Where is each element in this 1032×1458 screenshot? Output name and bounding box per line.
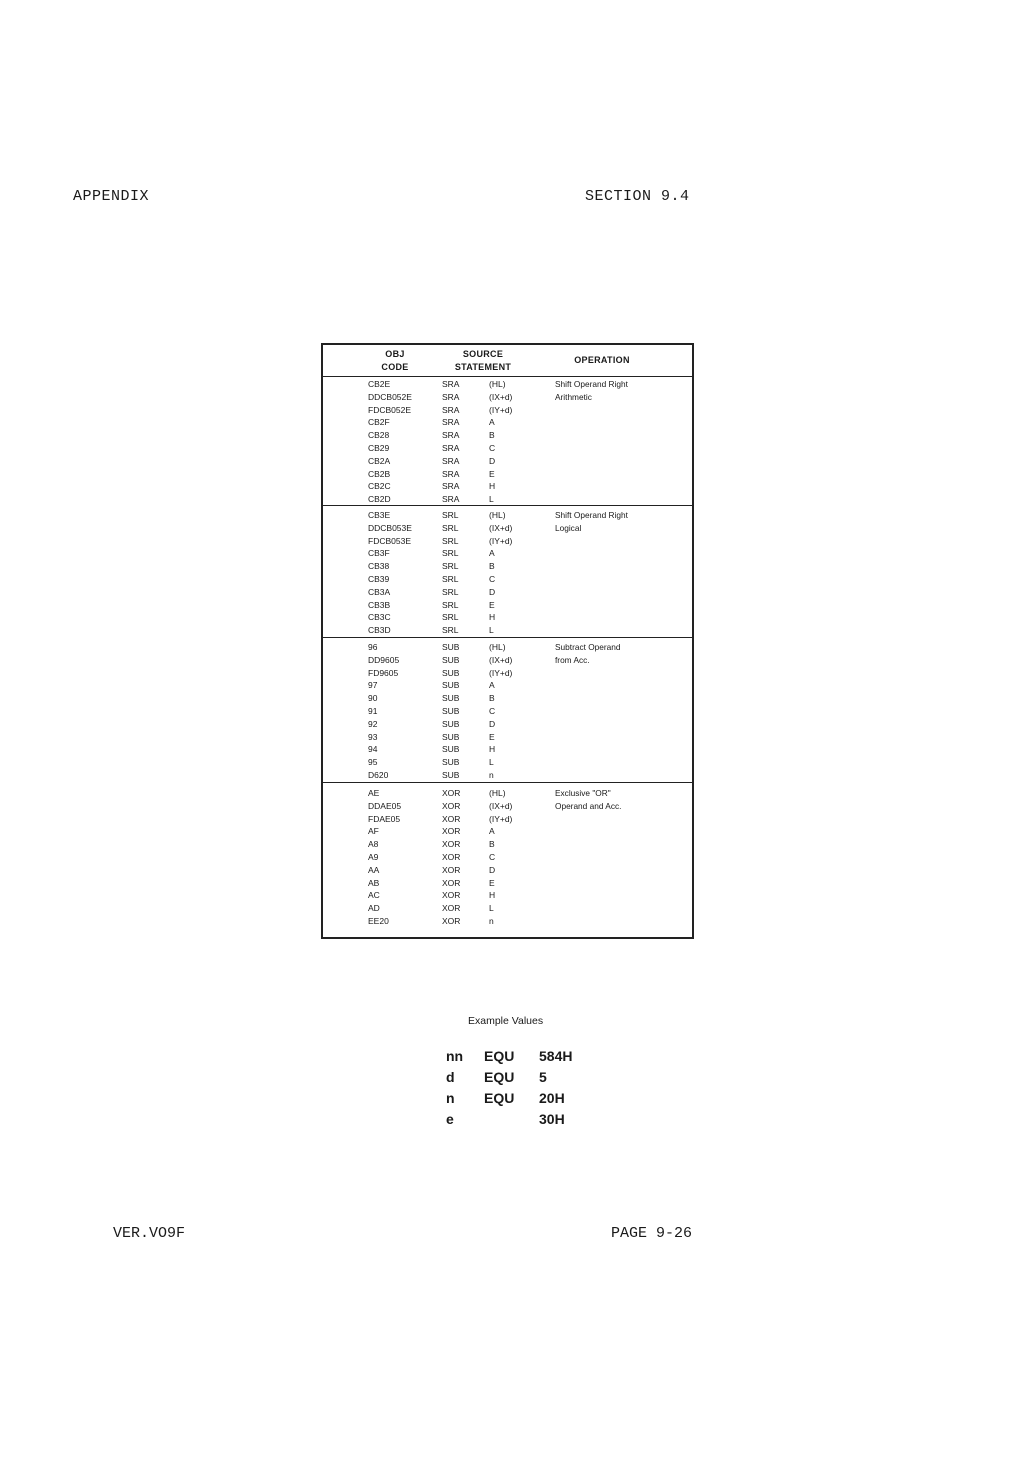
obj-code: FDCB052E <box>368 404 411 415</box>
obj-code: 94 <box>368 744 378 755</box>
header-operation: OPERATION <box>574 355 630 365</box>
obj-code: CB2E <box>368 379 391 389</box>
table-row <box>323 560 692 573</box>
obj-code: AE <box>368 788 380 798</box>
table-row <box>323 838 692 851</box>
operation-description: Operand and Acc. <box>555 800 622 811</box>
table-row <box>323 667 692 680</box>
obj-code: FDAE05 <box>368 813 401 824</box>
operand: C <box>489 851 496 862</box>
table-row <box>323 769 692 782</box>
table-row <box>323 889 692 902</box>
example-value: 5 <box>539 1069 547 1085</box>
mnemonic: SUB <box>442 731 460 742</box>
mnemonic: XOR <box>442 813 461 824</box>
mnemonic: SRL <box>442 599 459 610</box>
operand: D <box>489 586 496 597</box>
mnemonic: SRL <box>442 612 459 623</box>
obj-code: AB <box>368 877 380 888</box>
mnemonic: SRA <box>442 481 460 492</box>
table-row <box>323 679 692 692</box>
obj-code: CB2C <box>368 481 391 492</box>
example-symbol: e <box>446 1111 454 1127</box>
mnemonic: XOR <box>442 800 461 811</box>
mnemonic: SRA <box>442 442 460 453</box>
header-obj-line1: OBJ <box>385 349 405 359</box>
operation-description: Arithmetic <box>555 391 592 402</box>
table-row <box>323 429 692 442</box>
obj-code: AC <box>368 890 380 901</box>
operand: L <box>489 494 494 505</box>
mnemonic: SUB <box>442 757 460 768</box>
mnemonic: SRA <box>442 379 460 389</box>
header-obj-code <box>367 348 423 374</box>
table-row <box>323 877 692 890</box>
obj-code: 92 <box>368 718 378 729</box>
obj-code: AA <box>368 864 380 875</box>
table-row <box>323 468 692 481</box>
table-row <box>323 641 692 654</box>
mnemonic: SRL <box>442 625 459 636</box>
example-symbol: nn <box>446 1048 464 1064</box>
mnemonic: XOR <box>442 864 461 875</box>
operand: (HL) <box>489 379 506 389</box>
operand: H <box>489 481 496 492</box>
operand: B <box>489 561 495 572</box>
example-symbol: d <box>446 1069 455 1085</box>
operand: L <box>489 757 494 768</box>
mnemonic: SUB <box>442 769 460 780</box>
obj-code: CB2B <box>368 468 391 479</box>
mnemonic: SRL <box>442 548 459 559</box>
obj-code: CB2F <box>368 417 390 428</box>
obj-code: DD9605 <box>368 654 400 665</box>
example-directive: EQU <box>484 1090 515 1106</box>
obj-code: FD9605 <box>368 667 399 678</box>
operand: H <box>489 744 496 755</box>
obj-code: 90 <box>368 693 378 704</box>
footer-left: VER.VO9F <box>113 1225 186 1242</box>
mnemonic: SRL <box>442 522 459 533</box>
obj-code: CB2A <box>368 455 391 466</box>
table-row <box>323 378 692 391</box>
mnemonic: SRA <box>442 430 460 441</box>
obj-code: CB29 <box>368 442 390 453</box>
obj-code: 93 <box>368 731 378 742</box>
table-row <box>323 705 692 718</box>
table-row <box>323 756 692 769</box>
obj-code: 96 <box>368 642 378 652</box>
instruction-group <box>323 638 692 783</box>
table-row <box>323 611 692 624</box>
operation-description: Subtract Operand <box>555 642 621 652</box>
mnemonic: SUB <box>442 718 460 729</box>
mnemonic: XOR <box>442 839 461 850</box>
operand: D <box>489 864 496 875</box>
mnemonic: SUB <box>442 744 460 755</box>
obj-code: CB3B <box>368 599 391 610</box>
obj-code: DDAE05 <box>368 800 402 811</box>
header-obj-line2: CODE <box>381 362 409 372</box>
operand: (IY+d) <box>489 813 513 824</box>
mnemonic: SUB <box>442 693 460 704</box>
obj-code: 95 <box>368 757 378 768</box>
operand: E <box>489 877 495 888</box>
instruction-group <box>323 783 692 937</box>
mnemonic: XOR <box>442 851 461 862</box>
obj-code: CB39 <box>368 573 390 584</box>
table-header <box>323 345 692 377</box>
example-directive: EQU <box>484 1069 515 1085</box>
obj-code: 91 <box>368 705 378 716</box>
table-row <box>323 535 692 548</box>
obj-code: AF <box>368 826 379 837</box>
operand: E <box>489 599 495 610</box>
operation-description: Shift Operand Right <box>555 510 628 520</box>
table-row <box>323 813 692 826</box>
table-row <box>323 731 692 744</box>
obj-code: A8 <box>368 839 379 850</box>
operand: E <box>489 468 495 479</box>
obj-code: FDCB053E <box>368 535 411 546</box>
operand: B <box>489 839 495 850</box>
operand: A <box>489 548 495 559</box>
mnemonic: SRL <box>442 535 459 546</box>
table-row <box>323 902 692 915</box>
table-row <box>323 455 692 468</box>
mnemonic: SRA <box>442 494 460 505</box>
header-left: APPENDIX <box>73 188 150 205</box>
obj-code: DDCB052E <box>368 391 412 402</box>
operand: E <box>489 731 495 742</box>
table-row <box>323 654 692 667</box>
table-row <box>323 480 692 493</box>
table-row <box>323 547 692 560</box>
mnemonic: XOR <box>442 788 461 798</box>
operand: (HL) <box>489 788 506 798</box>
obj-code: DDCB053E <box>368 522 412 533</box>
header-source-statement <box>435 348 531 374</box>
table-row <box>323 787 692 800</box>
example-value: 584H <box>539 1048 573 1064</box>
operand: (IY+d) <box>489 667 513 678</box>
operand: H <box>489 612 496 623</box>
obj-code: CB3E <box>368 510 391 520</box>
obj-code: CB3D <box>368 625 391 636</box>
table-row <box>323 391 692 404</box>
mnemonic: XOR <box>442 915 461 926</box>
operand: B <box>489 430 495 441</box>
operand: D <box>489 718 496 729</box>
table-row <box>323 573 692 586</box>
operand: (HL) <box>489 510 506 520</box>
operand: (IX+d) <box>489 654 513 665</box>
mnemonic: SRL <box>442 573 459 584</box>
table-row <box>323 599 692 612</box>
mnemonic: SUB <box>442 654 460 665</box>
operand: C <box>489 442 496 453</box>
table-row <box>323 800 692 813</box>
obj-code: CB2D <box>368 494 391 505</box>
operation-description: Logical <box>555 522 582 533</box>
header-src-line2: STATEMENT <box>454 362 512 372</box>
mnemonic: SRA <box>442 468 460 479</box>
mnemonic: SRL <box>442 586 459 597</box>
table-row <box>323 864 692 877</box>
obj-code: EE20 <box>368 915 389 926</box>
mnemonic: SRA <box>442 417 460 428</box>
operation-description: Shift Operand Right <box>555 379 628 389</box>
table-row <box>323 416 692 429</box>
operand: (IX+d) <box>489 391 513 402</box>
obj-code: CB3C <box>368 612 391 623</box>
obj-code: 97 <box>368 680 378 691</box>
obj-code: A9 <box>368 851 379 862</box>
operand: n <box>489 915 494 926</box>
operand: (IX+d) <box>489 800 513 811</box>
instruction-group <box>323 506 692 638</box>
table-row <box>323 743 692 756</box>
table-row <box>323 522 692 535</box>
table-row <box>323 915 692 928</box>
operand: C <box>489 573 496 584</box>
mnemonic: SRA <box>442 455 460 466</box>
mnemonic: SUB <box>442 667 460 678</box>
mnemonic: SUB <box>442 705 460 716</box>
operand: (IX+d) <box>489 522 513 533</box>
operand: (IY+d) <box>489 404 513 415</box>
mnemonic: SRL <box>442 510 459 520</box>
header-src-line1: SOURCE <box>462 349 504 359</box>
table-row <box>323 718 692 731</box>
table-row <box>323 586 692 599</box>
operand: (IY+d) <box>489 535 513 546</box>
table-row <box>323 624 692 637</box>
mnemonic: SRL <box>442 561 459 572</box>
operand: B <box>489 693 495 704</box>
table-row <box>323 509 692 522</box>
operation-description: Exclusive "OR" <box>555 788 611 798</box>
obj-code: AD <box>368 903 380 914</box>
table-row <box>323 825 692 838</box>
mnemonic: XOR <box>442 826 461 837</box>
obj-code: CB3A <box>368 586 391 597</box>
example-symbol: n <box>446 1090 455 1106</box>
operand: L <box>489 903 494 914</box>
obj-code: CB28 <box>368 430 390 441</box>
operand: D <box>489 455 496 466</box>
example-directive: EQU <box>484 1048 515 1064</box>
mnemonic: SRA <box>442 391 460 402</box>
obj-code: CB38 <box>368 561 390 572</box>
table-row <box>323 442 692 455</box>
operand: C <box>489 705 496 716</box>
operation-description: from Acc. <box>555 654 590 665</box>
example-value: 20H <box>539 1090 565 1106</box>
example-value: 30H <box>539 1111 565 1127</box>
operand: A <box>489 417 495 428</box>
mnemonic: SUB <box>442 680 460 691</box>
footer-right: PAGE 9-26 <box>611 1225 693 1242</box>
mnemonic: SUB <box>442 642 460 652</box>
example-values-title: Example Values <box>468 1015 544 1027</box>
table-row <box>323 493 692 506</box>
mnemonic: XOR <box>442 877 461 888</box>
operand: A <box>489 680 495 691</box>
mnemonic: XOR <box>442 903 461 914</box>
mnemonic: XOR <box>442 890 461 901</box>
table-row <box>323 851 692 864</box>
mnemonic: SRA <box>442 404 460 415</box>
header-right: SECTION 9.4 <box>585 188 690 205</box>
table-row <box>323 692 692 705</box>
operand: n <box>489 769 494 780</box>
table-row <box>323 404 692 417</box>
operand: A <box>489 826 495 837</box>
table-body <box>323 377 692 937</box>
opcode-table <box>321 343 694 939</box>
obj-code: D620 <box>368 769 389 780</box>
operand: L <box>489 625 494 636</box>
operand: H <box>489 890 496 901</box>
instruction-group <box>323 377 692 506</box>
obj-code: CB3F <box>368 548 390 559</box>
operand: (HL) <box>489 642 506 652</box>
